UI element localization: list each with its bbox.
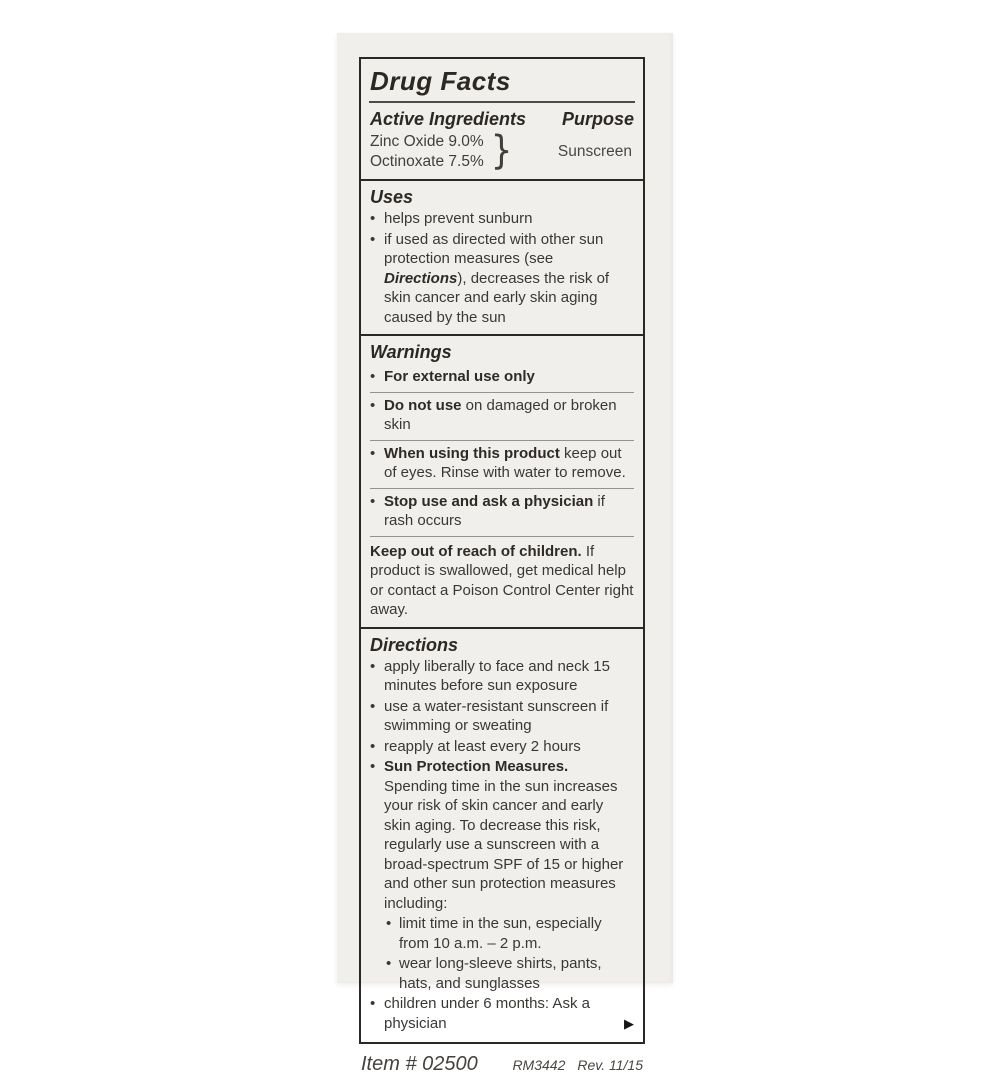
uses-bullet-text: helps prevent sunburn [384,210,533,227]
purpose-heading: Purpose [561,109,634,129]
print-code: RM3442 [512,1057,566,1073]
warning-text: For external use only [384,368,535,385]
active-ingredients-heading: Active Ingredients [370,109,527,129]
uses-section [361,179,643,334]
directions-section [361,627,643,1043]
directions-bullet [370,657,634,696]
bullet-dot: • [370,444,376,462]
uses-heading: Uses [370,187,414,207]
directions-bullet-text: apply liberally to face and neck 15 minutes before sun exposure [384,657,610,694]
bullet-dot: • [370,697,376,715]
warning-text: When using this product keep out of eyes. Rinse with water to remove. [384,444,626,481]
drug-facts-title: Drug Facts [370,66,511,96]
warning-item [370,364,634,393]
directions-heading: Directions [370,634,459,655]
uses-bullet [370,230,634,328]
directions-bullet [370,737,634,757]
bullet-dot: • [370,657,376,675]
directions-bullet-text: use a water-resistant sunscreen if swimming or sweating [384,697,609,734]
drug-facts-panel [359,57,645,1044]
ingredient-line-zinc-oxide: Zinc Oxide 9.0% [370,133,484,150]
purpose-value: Sunscreen [557,143,632,161]
bullet-dot: • [370,230,376,248]
directions-bullet [370,757,634,913]
directions-bullet-text: reapply at least every 2 hours [384,737,581,755]
warning-text: Do not use on damaged or broken skin [384,396,617,433]
directions-sub-bullet-text: wear long-sleeve shirts, pants, hats, and sunglasses [399,955,602,992]
bullet-dot: • [370,368,376,385]
keep-out-of-reach-paragraph: Keep out of reach of children. If product is swallowed, get medical help or contact a Poison Control Center right away. [370,542,634,618]
sunscreen-package-back-panel [337,33,673,1075]
bullet-dot: • [370,210,376,227]
warning-item [370,489,634,537]
directions-bullet [370,994,634,1033]
bullet-dot: • [386,915,392,932]
uses-bullet-text: if used as directed with other sun protection measures (see Directions), decreases the risk of skin cancer and early skin aging caused by the sun [384,230,610,326]
continuation-arrow-icon: ▶ [624,1016,634,1032]
warning-item [370,393,634,441]
item-number: Item # 02500 [361,1053,478,1075]
bullet-dot: • [386,955,392,972]
directions-bullet [370,697,634,736]
uses-bullet [370,209,634,229]
warning-item [370,441,634,489]
directions-bullet-text: children under 6 months: Ask a physician [384,995,590,1032]
bullet-dot: • [370,396,376,414]
package-footer [359,1053,645,1076]
active-ingredients-section [361,103,643,179]
directions-sub-bullet [386,914,634,953]
bullet-dot: • [370,995,376,1012]
directions-sub-bullet-text: limit time in the sun, especially from 10 a.m. – 2 p.m. [399,915,602,952]
revision-code: Rev. 11/15 [577,1057,643,1073]
warnings-section [361,334,643,627]
bullet-dot: • [370,492,376,510]
ingredients-brace: } [490,128,513,175]
bullet-dot: • [370,758,376,775]
warning-text: Stop use and ask a physician if rash occurs [384,492,605,529]
directions-sub-bullet [386,954,634,993]
warnings-heading: Warnings [370,342,452,362]
ingredient-line-octinoxate: Octinoxate 7.5% [370,153,484,170]
bullet-dot: • [370,737,376,755]
directions-bullet-text: Sun Protection Measures. Spending time in the sun increases your risk of skin cancer and early skin aging. To decrease this risk, regularly use a sunscreen with a broad-spectrum SPF of 15 or higher and other sun protection measures including: [384,758,624,912]
